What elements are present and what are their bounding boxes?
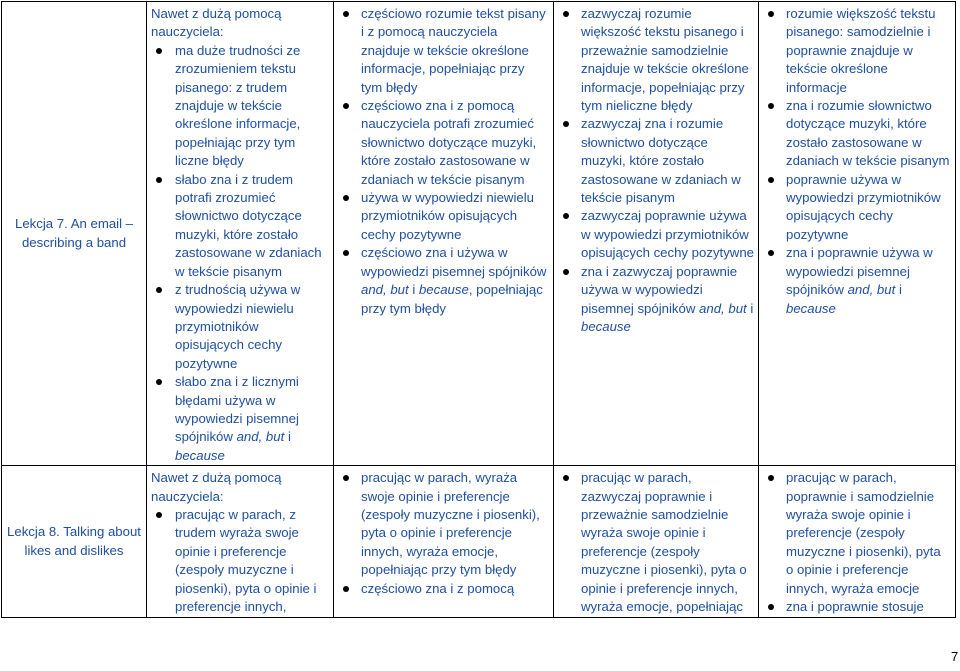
list-item: z trudnością używa w wypowiedzi niewielu przymiotników opisujących cechy pozytywne <box>151 281 329 373</box>
bullet-icon <box>768 475 774 481</box>
bullet-icon <box>563 213 569 219</box>
bullet-icon <box>156 287 162 293</box>
list-item: rozumie większość tekstu pisanego: samodzielnie i poprawnie znajduje w tekście określone informacje <box>763 5 951 97</box>
grade-column-1 <box>147 466 334 618</box>
list-item: zna i poprawnie stosuje <box>763 598 951 616</box>
bullet-icon <box>768 604 774 610</box>
list-item: słabo zna i z trudem potrafi zrozumieć słownictwo dotyczące muzyki, które zostało zastosowane w zdaniach w tekście pisanym <box>151 171 329 281</box>
list-item: zazwyczaj poprawnie używa w wypowiedzi przymiotników opisujących cechy pozytywne <box>558 207 754 262</box>
list-item: zazwyczaj zna i rozumie słownictwo dotyczące muzyki, które zostało zastosowane w zdaniach w tekście pisanym <box>558 115 754 207</box>
table-row <box>2 2 956 466</box>
list-item: częściowo zna i używa w wypowiedzi pisemnej spójników and, but i because, popełniając przy tym błędy <box>338 244 549 318</box>
bullet-icon <box>156 379 162 385</box>
grade-column-2 <box>334 466 554 618</box>
grade-column-4 <box>759 2 956 466</box>
bullet-icon <box>563 475 569 481</box>
lesson-title: Lekcja 8. Talking about likes and dislikes <box>2 466 147 618</box>
grade-column-4 <box>759 466 956 618</box>
bullet-icon <box>343 195 349 201</box>
list-item: pracując w parach, zazwyczaj poprawnie i przeważnie samodzielnie wyraża swoje opinie i preferencje (zespoły muzyczne i piosenki), pyta o opinie i preferencje innych, wyraża emocje, popełniając <box>558 469 754 616</box>
list-item: zna i poprawnie używa w wypowiedzi pisemnej spójników and, but i because <box>763 244 951 318</box>
list-item: częściowo rozumie tekst pisany i z pomocą nauczyciela znajduje w tekście określone informacje, popełniając przy tym błędy <box>338 5 549 97</box>
list-item: używa w wypowiedzi niewielu przymiotników opisujących cechy pozytywne <box>338 189 549 244</box>
intro-text: Nawet z dużą pomocą nauczyciela: <box>151 6 282 40</box>
list-item: zazwyczaj rozumie większość tekstu pisanego i przeważnie samodzielnie znajduje w tekście określone informacje, popełniając przy tym nieliczne błędy <box>558 5 754 115</box>
table-row <box>2 466 956 618</box>
list-item: ma duże trudności ze zrozumieniem tekstu pisanego: z trudem znajduje w tekście określone informacje, popełniając przy tym liczne błędy <box>151 42 329 171</box>
list-item: częściowo zna i z pomocą nauczyciela potrafi zrozumieć słownictwo dotyczące muzyki, które zostało zastosowane w zdaniach w tekście pisanym <box>338 97 549 189</box>
bullet-icon <box>343 475 349 481</box>
bullet-icon <box>156 512 162 518</box>
bullet-icon <box>343 250 349 256</box>
lesson-title: Lekcja 7. An email – describing a band <box>2 2 147 466</box>
bullet-icon <box>343 103 349 109</box>
bullet-icon <box>156 177 162 183</box>
grade-column-3 <box>554 466 759 618</box>
bullet-icon <box>768 11 774 17</box>
bullet-icon <box>768 177 774 183</box>
bullet-icon <box>156 48 162 54</box>
list-item: zna i zazwyczaj poprawnie używa w wypowiedzi pisemnej spójników and, but i because <box>558 263 754 337</box>
bullet-icon <box>563 11 569 17</box>
list-item: słabo zna i z licznymi błędami używa w wypowiedzi pisemnej spójników and, but i because <box>151 373 329 465</box>
bullet-icon <box>343 586 349 592</box>
list-item: pracując w parach, z trudem wyraża swoje opinie i preferencje (zespoły muzyczne i piosenki), pyta o opinie i preferencje innych, <box>151 506 329 616</box>
bullet-icon <box>563 269 569 275</box>
grade-column-1 <box>147 2 334 466</box>
list-item: pracując w parach, poprawnie i samodzielnie wyraża swoje opinie i preferencje (zespoły muzyczne i piosenki), pyta o opinie i preferencje innych, wyraża emocje <box>763 469 951 598</box>
page-number: 7 <box>951 649 959 664</box>
bullet-icon <box>563 121 569 127</box>
bullet-icon <box>768 103 774 109</box>
bullet-icon <box>768 250 774 256</box>
bullet-icon <box>343 11 349 17</box>
list-item: częściowo zna i z pomocą <box>338 580 549 598</box>
list-item: zna i rozumie słownictwo dotyczące muzyki, które zostało zastosowane w zdaniach w tekście pisanym <box>763 97 951 171</box>
grade-column-3 <box>554 2 759 466</box>
intro-text: Nawet z dużą pomocą nauczyciela: <box>151 470 282 504</box>
list-item: pracując w parach, wyraża swoje opinie i preferencje (zespoły muzyczne i piosenki), pyta o opinie i preferencje innych, wyraża emocje, popełniając przy tym błędy <box>338 469 549 579</box>
grade-column-2 <box>334 2 554 466</box>
criteria-table <box>1 1 956 618</box>
list-item: poprawnie używa w wypowiedzi przymiotników opisujących cechy pozytywne <box>763 171 951 245</box>
